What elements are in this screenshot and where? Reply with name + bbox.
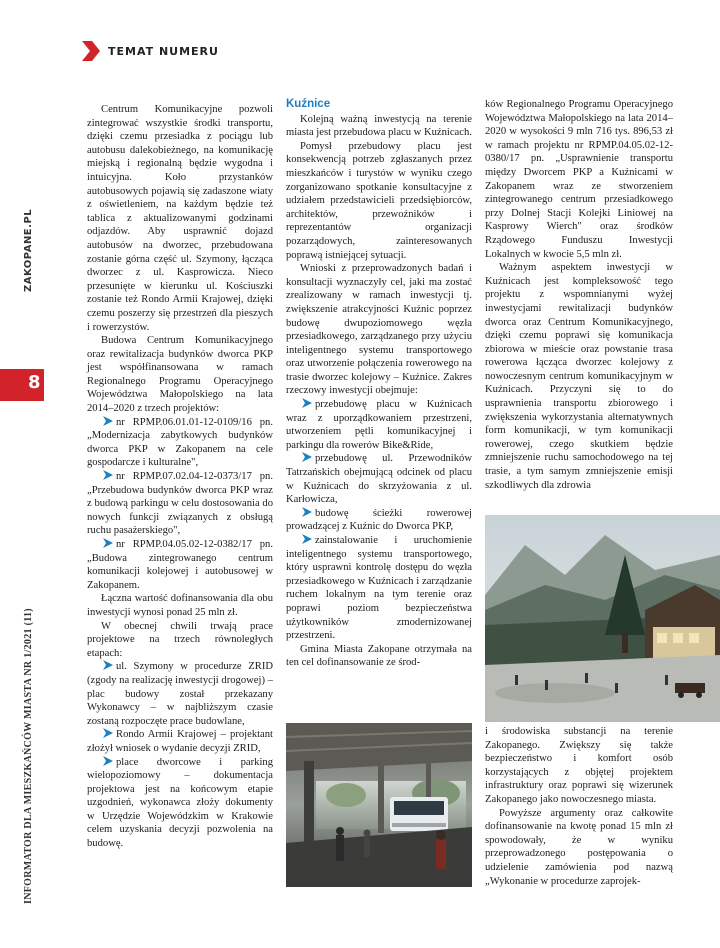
paragraph: Łączna wartość dofinansowania dla obu inwestycji wynosi ponad 25 mln zł. [87, 593, 273, 618]
blue-arrow-icon [302, 398, 312, 408]
paragraph: Budowa Centrum Komunikacyjnego oraz rewitalizacja budynków dworca PKP jest współfinansowana w ramach Regionalnego Programu Operacyjnego Województwa Małopolskiego na lata 2014–2020 z trzech projektów: [87, 335, 273, 415]
list-item-text: nr RPMP.04.05.02-12-0382/17 pn. „Budowa zintegrowanego centrum komunikacji kolejowej i autobusowej w Zakopanem. [87, 539, 273, 591]
article-column-2 [286, 98, 472, 670]
article-column-1 [87, 103, 273, 851]
paragraph: ków Regionalnego Programu Operacyjnego Województwa Małopolskiego na lata 2014–2020 w wysokości 9 mln 716 tys. 896,53 zł w ramach projektu nr RPMP.04.05.02-12-0380/17 pn. „Usprawnienie transportu między Dworcem PKP a Kuźnicami w Zakopanem wraz ze stworzeniem zintegrowanego centrum przesiadkowego przy Dolnej Stacji Kolejki Liniowej na Kasprowy Wierch" oraz środków Rządowego Funduszu Inwestycji Lokalnych w kwocie 5,5 mln zł. [485, 99, 673, 260]
red-chevron-icon [82, 41, 100, 61]
paragraph: Centrum Komunikacyjne pozwoli zintegrować wszystkie środki transportu, dzięki czemu przesiadka z pociągu lub autobusu dalekobieżnego, na komunikację miejską i regionalną będzie wygodna i intuicyjna. Koło przystanków autobusowych pojawią się zadaszone wiaty z oświetleniem, na każdym będzie też tablica z aktualizowanymi godzinami odjazdów. Aby usprawnić dojazd autobusów na dworzec, przebudowana zostanie górna część ul. Szymony, łącząca dworzec z ul. Kasprowicza. Nieco przesunięte w kierunku ul. Kościuszki zostanie też Rondo Armii Krajowej, dzięki czemu poszerzy się przestrzeń dla pieszych i rowerzystów. [87, 104, 273, 333]
paragraph: Ważnym aspektem inwestycji w Kuźnicach jest kompleksowość tego projektu z wspomnianymi wyżej inwestycjami rewitalizacji budynków dworca oraz Centrum Komunikacyjnego, dzięki czemu poprawi się komunikacja zbiorowa w mieście oraz powstanie trasa rowerowa łącząca dworzec kolejowy z nowoczesnym centrum komunikacyjnym w Kuźnicach. Przyczyni się to do usprawnienia transportu zbiorowego i zwiększenia wykorzystania alternatywnych form komunikacji, w tym komunikacji rowerowej, czego skutkiem będzie zmniejszenie ruchu samochodowego na tej trasie, a tym samym zmniejszenie emisji szkodliwych dla zdrowia [485, 262, 673, 491]
paragraph: Pomysł przebudowy placu jest konsekwencją potrzeb zgłaszanych przez mieszkańców i turystów w wyniku czego zorganizowano spotkanie konsultacyjne z udziałem przedstawicieli przedsiębiorców, architektów, przewoźników i reprezentantów organizacji pozarządowych, zainteresowanych poprawą istniejącej sytuacji. [286, 140, 472, 261]
list-item-text: budowę ścieżki rowerowej prowadzącej z Kuźnic do Dworca PKP, [286, 507, 472, 533]
blue-arrow-icon [103, 470, 113, 480]
list-item [87, 756, 273, 851]
list-item-text: przebudowę ul. Przewodników Tatrzańskich obejmującą odcinek od placu w Kuźnicach do skrzyżowania z ul. Karłowicza, [286, 453, 472, 506]
list-item [87, 538, 273, 592]
page-number: 8 [28, 372, 41, 393]
list-item [87, 416, 273, 470]
paragraph: W obecnej chwili trwają prace projektowe na trzech równoległych etapach: [87, 620, 273, 659]
blue-arrow-icon [302, 452, 312, 462]
list-item [286, 452, 472, 506]
list-item [286, 398, 472, 452]
publication-info: INFORMATOR DLA MIESZKAŃCÓW MIASTA NR 1/2021 (11) [23, 608, 34, 904]
paragraph: Wnioski z przeprowadzonych badań i konsultacji wyznaczyły cel, jaki ma zostać zrealizowany w ramach inwestycji tj. zwiększenie atrakcyjności Kuźnic poprzez budowę dwupoziomowego węzła przesiadkowego, zarządzanego przy użyciu inteligentnego systemu transportowego oraz utworzenie połączenia rowerowego na trasie dworzec kolejowy – Kuźnice. Zakres rzeczowy inwestycji obejmuje: [286, 263, 472, 397]
list-item [87, 660, 273, 728]
blue-arrow-icon [103, 660, 113, 670]
list-item-text: przebudowę placu w Kuźnicach wraz z uporządkowaniem przestrzeni, utworzeniem pętli komunikacyjnej i parkingu dla rowerów Bike&Ride, [286, 399, 472, 451]
section-header [82, 40, 219, 62]
bus-terminal-render [286, 723, 472, 887]
article-column-3-continued [485, 725, 673, 888]
list-item-text: place dworcowe i parking wielopoziomowy – dokumentacja projektowa jest na końcowym etapie uzgodnień, wykonawca złoży dokumenty w Urzędzie Wojewódzkim w Krakowie celem uzyskania decyzji pozwolenia na budowę. [87, 756, 273, 850]
blue-arrow-icon [103, 756, 113, 766]
paragraph: Gmina Miasta Zakopane otrzymała na ten cel dofinansowanie ze środ- [286, 643, 472, 669]
list-item [87, 470, 273, 538]
list-item-text: Rondo Armii Krajowej – projektant złożył wniosek o wydanie decyzji ZRID, [87, 729, 273, 754]
paragraph: Powyższe argumenty oraz całkowite dofinansowanie na kwotę ponad 15 mln zł spowodowały, że w wyniku przeprowadzonego postępowania o udzielenie zamówienia pod nazwą „Wykonanie w procedurze zaprojek- [485, 807, 673, 887]
list-item-text: zainstalowanie i uruchomienie inteligentnego systemu transportowego, który usprawni kontrolę dostępu do węzła przesiadkowego w Kuźnicach i zarządzanie ruchem lokalnym na tym terenie oraz poprawi poziom bezpieczeństwa użytkowników zmodernizowanej przestrzeni. [286, 535, 472, 642]
list-item-text: nr RPMP.07.02.04-12-0373/17 pn. „Przebudowa budynków dworca PKP wraz z budową parkingu w celu dostosowania do nowych funkcji związanych z obsługą ruchu pasażerskiego", [87, 471, 273, 537]
list-item-text: nr RPMP.06.01.01-12-0109/16 pn. „Modernizacja zabytkowych budynków dworca PKP w Zakopanem na cele gospodarcze i kulturalne", [87, 416, 273, 469]
blue-arrow-icon [302, 534, 312, 544]
blue-arrow-icon [103, 538, 113, 548]
blue-arrow-icon [103, 728, 113, 738]
list-item [87, 728, 273, 755]
blue-arrow-icon [302, 507, 312, 517]
article-column-3 [485, 98, 673, 492]
list-item [286, 507, 472, 534]
list-item-text: ul. Szymony w procedurze ZRID (zgody na realizację inwestycji drogowej) – plac budowy został przekazany Wykonawcy – w najbliższym czasie zostaną rozpoczęte prace budowlane, [87, 661, 273, 727]
paragraph: i środowiska substancji na terenie Zakopanego. Zwiększy się także bezpieczeństwo i komfort osób korzystających z objętej projektem infrastruktury oraz poprawi się wizerunek Zakopanego jako nowoczesnego miasta. [485, 726, 673, 805]
section-heading: Kuźnice [286, 98, 331, 110]
sidebar [0, 0, 60, 948]
kuznice-square-render [485, 515, 720, 722]
site-url: ZAKOPANE.PL [23, 208, 34, 292]
paragraph: Kolejną ważną inwestycją na terenie miasta jest przebudowa placu w Kuźnicach. [286, 113, 472, 139]
section-label: TEMAT NUMERU [108, 44, 219, 58]
blue-arrow-icon [103, 416, 113, 426]
list-item [286, 534, 472, 643]
